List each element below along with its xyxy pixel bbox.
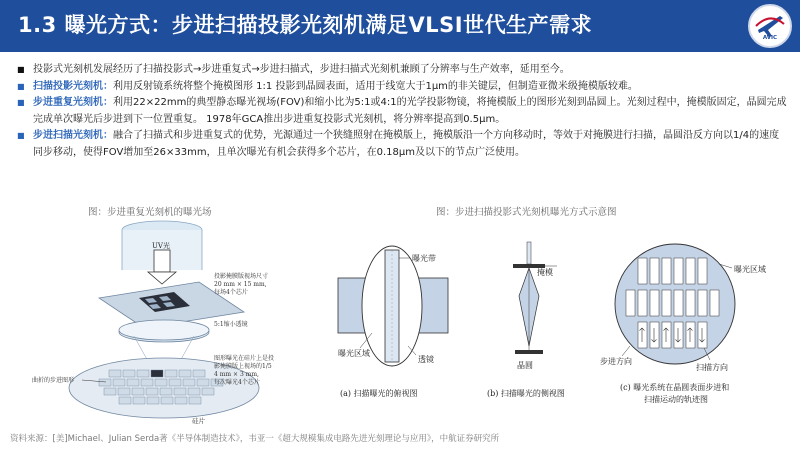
bullet-keyword: 步进扫描光刻机：: [33, 130, 113, 141]
bullet-item: [16, 128, 788, 161]
bullet-item: [16, 62, 788, 79]
exposure-area-label: 曝光区域: [734, 265, 766, 274]
wafer-label: 晶圆: [517, 361, 533, 370]
square-bullet-icon: ■: [17, 98, 25, 107]
field-label-2: 影掩膜版上视场的1/5: [214, 363, 272, 370]
field-label-3: 4 mm × 3 mm,: [214, 371, 259, 378]
bullet-item: [16, 95, 788, 128]
mask-label-3: 每场4个芯片: [214, 289, 248, 296]
lens-label: 透镜: [418, 355, 434, 364]
square-bullet-icon: ■: [17, 131, 25, 140]
mask-label-1: 投影掩膜版视场尺寸: [214, 273, 269, 280]
bullet-list: [16, 62, 788, 161]
field-label-1: 图形曝光在硅片上是投: [214, 355, 275, 362]
square-bullet-icon: ■: [17, 81, 25, 91]
avic-logo: [748, 4, 792, 48]
panel-c-caption-1: (c) 曝光系统在晶圆表面步进和: [620, 383, 730, 392]
bullet-text: 融合了扫描式和步进重复式的优势，光源通过一个狭缝照射在掩模版上，掩模版沿一个方向移动时，等效于对掩膜进行扫描，晶圆沿反方向以1/4的速度同步移动，使得FOV增加至26×33mm，且单次曝光有机会获得多个芯片，在0.18μm及以下的节点广泛使用。: [33, 130, 780, 158]
mask-label-2: 20 mm × 15 mm,: [214, 281, 267, 288]
step-repeat-diagram: [14, 220, 314, 430]
scan-side-view-diagram: [485, 238, 595, 418]
right-figure-caption: 图：步进扫描投影式光刻机曝光方式示意图: [436, 207, 617, 218]
mask-label: 掩模: [537, 268, 553, 277]
bullet-text: 利用反射镜系统将整个掩模图形 1:1 投影到晶圆表面，适用于线宽大于1μm的非关键层，但制造亚微米级掩模版较难。: [113, 80, 638, 92]
step-pattern-label: 曲折的步进图形: [32, 377, 75, 384]
field-label-4: 每次曝光4个芯片: [214, 379, 260, 386]
source-note: 资料来源：[美]Michael、Julian Serda著《半导体制造技术》，韦亚一《超大规模集成电路先进光刻理论与应用》，中航证券研究所: [10, 434, 500, 444]
down-arrow-icon: [148, 272, 176, 284]
bullet-text: 投影式光刻机发展经历了扫描投影式→步进重复式→步进扫描式，步进扫描式光刻机兼顾了分辨率与生产效率，延用至今。: [33, 64, 570, 75]
page-title: 1.3 曝光方式：步进扫描投影光刻机满足VLSI世代生产需求: [18, 13, 593, 37]
step-direction-label: 步进方向: [600, 357, 632, 366]
bullet-text: 利用22×22mm的典型静态曝光视场(FOV)和缩小比为5:1或4:1的光学投影物镜，将掩模版上的图形光刻到晶圆上。光刻过程中，掩模版固定，晶圆完成完成单次曝光后步进到下一位置重复。 1978年GCA推出步进重复投影式光刻机，将分辨率提高到0.5μm。: [33, 97, 787, 125]
exposure-area-label: 曝光区域: [338, 349, 370, 358]
uv-label: UV光: [152, 242, 170, 250]
wafer-label: 硅片: [192, 417, 205, 425]
lens-label: 5:1缩小透镜: [214, 321, 248, 328]
scan-direction-label: 扫描方向: [696, 363, 728, 372]
logo-text: AVIC: [762, 35, 778, 41]
bullet-keyword: 扫描投影光刻机：: [33, 80, 113, 92]
panel-c-caption-2: 扫描运动的轨迹图: [644, 395, 708, 404]
panel-a-caption: (a) 扫描曝光的俯视图: [340, 389, 418, 398]
scan-top-view-diagram: [330, 238, 470, 418]
left-figure-caption: 图：步进重复光刻机的曝光场: [88, 207, 212, 218]
wafer-bar: [515, 350, 543, 354]
title-bar: [0, 0, 800, 52]
exposure-band-label: 曝光带: [412, 254, 436, 263]
bullet-keyword: 步进重复光刻机：: [33, 97, 113, 108]
step-scan-trajectory-diagram: [600, 238, 795, 418]
bullet-item: [16, 79, 788, 96]
square-bullet-icon: ■: [17, 65, 25, 74]
panel-b-caption: (b) 扫描曝光的侧视图: [487, 389, 565, 398]
